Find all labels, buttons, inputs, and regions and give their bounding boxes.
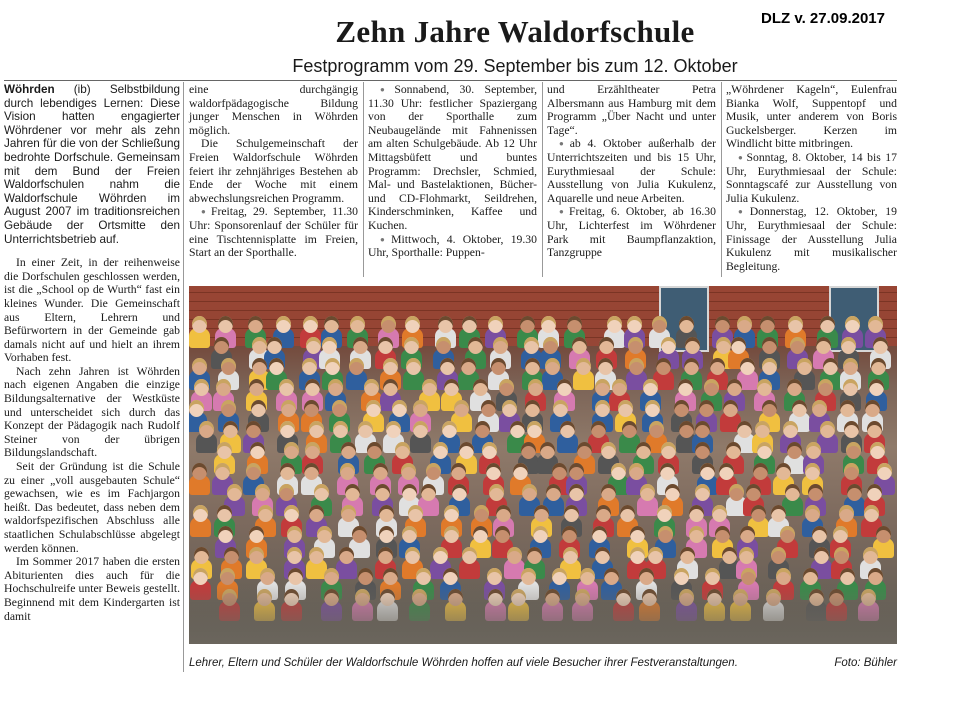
person-head: [846, 442, 861, 459]
person-head: [386, 421, 401, 438]
person-head: [287, 547, 302, 564]
paragraph: Die Schulgemeinschaft der Freien Waldorfschule Wöhrden feiert ihr zehnjähriges Bestehen ab Ende der Woche mit einem abwechslungsreichen Programm.: [189, 137, 358, 205]
person-head: [444, 526, 459, 543]
person-head: [527, 547, 542, 564]
person-head: [367, 442, 382, 459]
person-head: [541, 316, 556, 333]
person-head: [284, 505, 299, 522]
person-head: [567, 316, 582, 333]
person-head: [787, 442, 802, 459]
paragraph: Nach zehn Jahren ist Wöhrden nach eigenen Angaben die einzige Bildungsalternative der Westküste und unterscheidet sich durch das Konzept der Pädagogik nach Rudolf Steiner von der übrigen Bildungslandschaft.: [4, 364, 180, 460]
person-head: [324, 568, 339, 585]
person-head: [674, 568, 689, 585]
person-head: [378, 547, 393, 564]
person-head: [867, 484, 882, 501]
person-head: [221, 400, 236, 417]
person-head: [502, 400, 517, 417]
person-head: [444, 505, 459, 522]
person-head: [643, 379, 658, 396]
person-head: [695, 484, 710, 501]
person-head: [488, 316, 503, 333]
person-head: [618, 400, 633, 417]
person-head: [776, 568, 791, 585]
person-head: [452, 484, 467, 501]
photo-credit: Foto: Bühler: [834, 657, 897, 669]
person-head: [454, 400, 469, 417]
person-head: [679, 421, 694, 438]
person-head: [560, 421, 575, 438]
person-head: [841, 337, 856, 354]
person-head: [877, 463, 892, 480]
person-head: [746, 484, 761, 501]
dateline: Wöhrden: [4, 83, 55, 96]
person-head: [260, 568, 275, 585]
event-item: ● ab 4. Oktober außerhalb der Unterrichtszeiten und bis 15 Uhr, Eurythmiesaal der Schule: Ausstellung von Julia Kukulenz, Aquarelle und neue Arbeiten.: [547, 137, 716, 205]
person-head: [192, 463, 207, 480]
person-head: [333, 421, 348, 438]
event-item: ● Freitag, 6. Oktober, ab 16.30 Uhr, Lichterfest im Wöhrdener Park mit Baumpflanzaktion, Tanzgruppe: [547, 205, 716, 259]
person-head: [373, 463, 388, 480]
paragraph: Im Sommer 2017 haben die ersten Abiturienten dies auch für die Hochschulreife unter Beweis gestellt. Beginnend mit dem Kindergarten ist damit: [4, 555, 180, 623]
person-head: [726, 442, 741, 459]
person-head: [433, 442, 448, 459]
person-head: [255, 484, 270, 501]
paragraph: Seit der Gründung ist die Schule zu einer „voll ausgebauten Schule“ gewachsen, wie es im Fachjargon heißt. Das bedeutet, dass neben dem waldorfspezifischen Abschluss alle staatlichen Schulabschlüsse abgelegt werden können.: [4, 460, 180, 555]
person-head: [557, 379, 572, 396]
person-head: [771, 505, 786, 522]
person-head: [712, 505, 727, 522]
person-head: [715, 526, 730, 543]
paragraph: und Erzähltheater Petra Albersmann aus Hamburg mit dem Programm „Über Nacht und unter Tage“.: [547, 83, 716, 137]
person-head: [276, 316, 291, 333]
person-head: [436, 337, 451, 354]
person-head: [661, 442, 676, 459]
courtyard-ground: [189, 584, 897, 644]
person-head: [628, 337, 643, 354]
person-head: [302, 358, 317, 375]
person-head: [345, 484, 360, 501]
person-head: [783, 421, 798, 438]
person-head: [607, 316, 622, 333]
person-head: [645, 400, 660, 417]
event-item: ● Sonntag, 8. Oktober, 14 bis 17 Uhr, Eurythmiesaal der Schule: Sonntagscafé zur Ausstellung von Julia Kukulenz.: [726, 151, 897, 205]
person-head: [788, 316, 803, 333]
person-head: [510, 421, 525, 438]
person-head: [249, 379, 264, 396]
article-column-5: [726, 83, 897, 273]
photo-caption: Lehrer, Eltern und Schüler der Waldorfschule Wöhrden hoffen auf viele Besucher ihrer Festveranstaltungen.: [189, 657, 738, 669]
person-head: [660, 463, 675, 480]
person-head: [569, 484, 584, 501]
person-head: [803, 568, 818, 585]
person-head: [220, 568, 235, 585]
person-head: [844, 463, 859, 480]
person-head: [751, 505, 766, 522]
person-head: [833, 526, 848, 543]
person-head: [622, 421, 637, 438]
person-head: [246, 421, 261, 438]
person-head: [840, 400, 855, 417]
paragraph: „Wöhrdener Kageln“, Eulenfrau Bianka Wolf, Suppentopf und Musik, unter anderem von Boris Guckelsberger. Kerzen im Windlicht bitte mitbringen.: [726, 83, 897, 151]
person-head: [629, 463, 644, 480]
person-head: [727, 379, 742, 396]
person-head: [870, 442, 885, 459]
person-head: [871, 358, 886, 375]
person-head: [678, 379, 693, 396]
person-head: [737, 421, 752, 438]
person-head: [474, 505, 489, 522]
column-divider: [721, 82, 722, 277]
person-head: [305, 379, 320, 396]
person-head: [521, 442, 536, 459]
column-divider: [542, 82, 543, 277]
person-head: [869, 379, 884, 396]
article-column-3: [368, 83, 537, 260]
person-head: [572, 337, 587, 354]
person-head: [534, 505, 549, 522]
person-head: [876, 526, 891, 543]
person-head: [699, 400, 714, 417]
article-column-2: [189, 83, 358, 260]
person-head: [258, 505, 273, 522]
person-head: [612, 379, 627, 396]
person-head: [406, 358, 421, 375]
source-label: DLZ v. 27.09.2017: [761, 10, 885, 27]
person-head: [527, 421, 542, 438]
person-head: [679, 316, 694, 333]
person-head: [383, 568, 398, 585]
person-head: [685, 337, 700, 354]
person-head: [689, 526, 704, 543]
person-head: [413, 421, 428, 438]
person-head: [224, 547, 239, 564]
person-head: [601, 442, 616, 459]
person-head: [340, 463, 355, 480]
person-head: [459, 442, 474, 459]
person-head: [805, 505, 820, 522]
person-head: [524, 337, 539, 354]
person-head: [468, 337, 483, 354]
event-item: ● Sonnabend, 30. September, 11.30 Uhr: festlicher Spaziergang von der Sporthalle zum Neubaugelände mit Fahnenissen am alten Schulgebäude. Ab 12 Uhr Mittagsbüfett und buntes Programm: Drechsler, Schmied, Mal- und Bastelaktionen, Bücher- und CD-Flohmarkt, Seildrehen, Kinderschminken, Kaffee und Kuchen.: [368, 83, 537, 233]
person-head: [443, 568, 458, 585]
person-head: [620, 505, 635, 522]
headline: Zehn Jahre Waldorfschule: [335, 14, 695, 49]
person-head: [843, 379, 858, 396]
person-head: [648, 547, 663, 564]
person-head: [820, 316, 835, 333]
person-head: [199, 421, 214, 438]
person-head: [591, 421, 606, 438]
person-head: [314, 484, 329, 501]
column-divider: [363, 82, 364, 277]
paragraph: In einer Zeit, in der reihenweise die Dorfschulen geschlossen werden, ist die „School op de Wurth“ fast ein kleines Wunder. Die Gemeinschaft aus Eltern, Lehrern und Befürwortern in der Gemeinde gab damals nicht auf und hielt an ihrem Vorhaben fest.: [4, 256, 180, 365]
person-head: [473, 526, 488, 543]
person-head: [760, 316, 775, 333]
person-head: [563, 547, 578, 564]
person-head: [192, 316, 207, 333]
person-head: [395, 442, 410, 459]
person-head: [413, 400, 428, 417]
person-head: [402, 526, 417, 543]
person-head: [328, 379, 343, 396]
person-head: [611, 463, 626, 480]
person-head: [818, 379, 833, 396]
person-head: [797, 358, 812, 375]
person-head: [375, 484, 390, 501]
person-head: [601, 484, 616, 501]
person-head: [684, 358, 699, 375]
person-head: [325, 358, 340, 375]
person-head: [705, 568, 720, 585]
person-head: [592, 526, 607, 543]
person-head: [438, 316, 453, 333]
column-divider: [183, 82, 184, 672]
lead-text: (ib) Selbstbildung durch lebendiges Lernen: Diese Vision hatten engagierter Wöhrdener vor mehr als zehn Jahren für die von der Schließung bedrohte Dorfschule. Gemeinsam mit dem Bund der Freien Waldorfschulen nahm die Waldorfschule Wöhrden im August 2007 im traditionsreichen Gebäude der Ortsmitte den Unterrichtsbetrieb auf.: [4, 83, 180, 246]
person-head: [658, 526, 673, 543]
article-column-1: [4, 83, 180, 623]
lead-paragraph: [4, 83, 180, 246]
person-head: [521, 568, 536, 585]
person-head: [404, 337, 419, 354]
person-head: [533, 526, 548, 543]
paragraph: eine durchgängig waldorfpädagogische Bildung junger Menschen in Wöhrden möglich.: [189, 83, 358, 137]
person-head: [350, 316, 365, 333]
person-head: [787, 379, 802, 396]
person-head: [341, 505, 356, 522]
person-head: [499, 379, 514, 396]
person-head: [630, 526, 645, 543]
person-head: [309, 505, 324, 522]
person-head: [868, 316, 883, 333]
person-head: [844, 421, 859, 438]
person-head: [422, 379, 437, 396]
person-head: [358, 568, 373, 585]
person-head: [552, 463, 567, 480]
person-head: [309, 547, 324, 564]
article-column-4: [547, 83, 716, 260]
person-head: [216, 379, 231, 396]
person-head: [868, 568, 883, 585]
person-head: [525, 358, 540, 375]
person-head: [324, 316, 339, 333]
person-head: [839, 505, 854, 522]
person-head: [366, 400, 381, 417]
person-head: [652, 316, 667, 333]
person-head: [564, 505, 579, 522]
person-head: [248, 316, 263, 333]
person-head: [392, 400, 407, 417]
top-rule: [4, 80, 897, 81]
person-head: [341, 442, 356, 459]
person-head: [627, 316, 642, 333]
person-head: [695, 421, 710, 438]
person-head: [305, 442, 320, 459]
person-head: [820, 421, 835, 438]
person-head: [785, 484, 800, 501]
person-head: [865, 400, 880, 417]
person-head: [487, 568, 502, 585]
person-head: [636, 442, 651, 459]
person-head: [507, 547, 522, 564]
person-head: [250, 442, 265, 459]
subheadline: Festprogramm vom 29. September bis zum 12. Oktober: [292, 56, 738, 76]
person-head: [495, 526, 510, 543]
person-head: [552, 568, 567, 585]
person-head: [596, 505, 611, 522]
person-head: [729, 484, 744, 501]
event-item: ● Mittwoch, 4. Oktober, 19.30 Uhr, Sporthalle: Puppen-: [368, 233, 537, 260]
group-photo: [189, 286, 897, 644]
person-head: [217, 505, 232, 522]
person-head: [306, 337, 321, 354]
person-head: [194, 379, 209, 396]
person-head: [405, 547, 420, 564]
event-item: ● Donnerstag, 12. Oktober, 19 Uhr, Eurythmiesaal der Schule: Finissage der Ausstellung Julia Kukulenz mit musikalischer Begleitung.: [726, 205, 897, 273]
person-head: [322, 337, 337, 354]
person-head: [595, 379, 610, 396]
person-head: [806, 442, 821, 459]
person-head: [731, 337, 746, 354]
person-head: [863, 547, 878, 564]
person-head: [525, 400, 540, 417]
person-head: [762, 400, 777, 417]
person-head: [753, 463, 768, 480]
person-head: [378, 337, 393, 354]
person-head: [771, 547, 786, 564]
person-head: [845, 316, 860, 333]
person-head: [451, 463, 466, 480]
person-head: [401, 463, 416, 480]
person-head: [630, 547, 645, 564]
person-head: [545, 358, 560, 375]
person-head: [215, 463, 230, 480]
person-head: [349, 358, 364, 375]
person-head: [489, 484, 504, 501]
person-head: [246, 463, 261, 480]
person-head: [280, 463, 295, 480]
person-head: [840, 568, 855, 585]
person-head: [649, 421, 664, 438]
person-head: [700, 463, 715, 480]
person-head: [812, 526, 827, 543]
person-head: [834, 547, 849, 564]
person-head: [193, 505, 208, 522]
event-item: ● Freitag, 29. September, 11.30 Uhr: Sponsorenlauf der Schüler für eine Tischtennisplatte im Freien, Start an der Sporthalle.: [189, 205, 358, 259]
person-head: [757, 442, 772, 459]
person-head: [805, 463, 820, 480]
person-head: [740, 358, 755, 375]
person-head: [252, 337, 267, 354]
person-head: [656, 358, 671, 375]
person-head: [304, 400, 319, 417]
person-head: [867, 421, 882, 438]
